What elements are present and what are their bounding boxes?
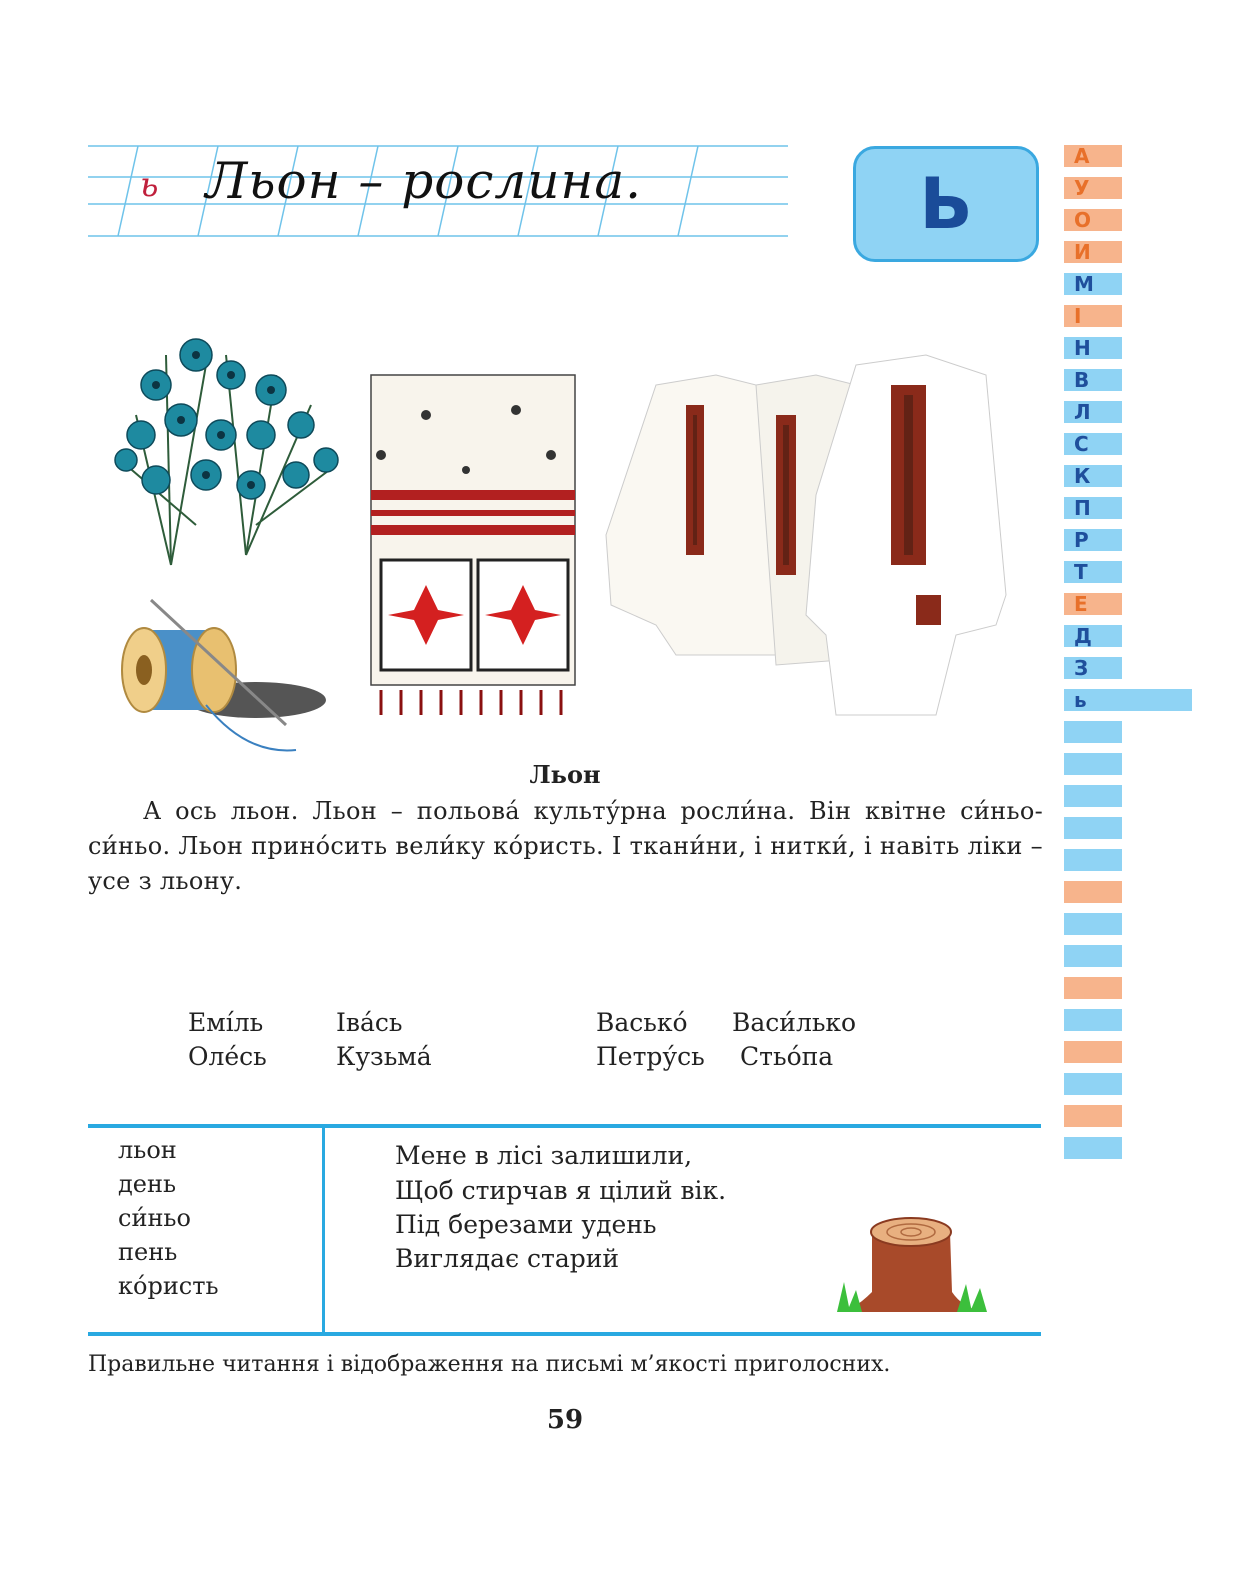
riddle-line: Щоб стирчав я цілий вік. <box>395 1176 727 1205</box>
alphabet-letter: Т <box>1064 561 1122 583</box>
footnote: Правильне читання і відображення на письмі м’якості приголосних. <box>88 1352 891 1377</box>
alphabet-empty-row <box>1064 977 1122 999</box>
alphabet-letter: П <box>1064 497 1122 519</box>
embroidered-shirts-image <box>606 355 1006 715</box>
name-item: Кузьма́ <box>336 1042 432 1071</box>
word-item: си́ньо <box>118 1204 191 1232</box>
alphabet-empty-row <box>1064 1105 1122 1127</box>
alphabet-letter: О <box>1064 209 1122 231</box>
illustrations <box>96 295 1034 765</box>
riddle-line: Мене в лісі залишили, <box>395 1141 693 1170</box>
alphabet-letter: Е <box>1064 593 1122 615</box>
alphabet-empty-row <box>1064 881 1122 903</box>
text-title: Льон <box>529 760 601 789</box>
word-item: льон <box>118 1136 177 1164</box>
column-divider <box>322 1128 325 1334</box>
word-item: день <box>118 1170 177 1198</box>
alphabet-empty-row <box>1064 1073 1122 1095</box>
alphabet-letter: З <box>1064 657 1122 679</box>
alphabet-empty-row <box>1064 817 1122 839</box>
alphabet-empty-row <box>1064 1041 1122 1063</box>
riddle-line: Виглядає старий <box>395 1244 620 1273</box>
top-divider <box>88 1124 1041 1128</box>
word-item: пень <box>118 1238 178 1266</box>
alphabet-letter: И <box>1064 241 1122 263</box>
reading-paragraph: А ось льон. Льон – польова́ культу́рна росли́на. Він квітне си́ньо-си́ньо. Льон прино́сить вели́ку ко́ристь. І ткани́ни, і нитки́, і навіть ліки – усе з льону. <box>88 797 1043 895</box>
alphabet-empty-row <box>1064 913 1122 935</box>
alphabet-letter: І <box>1064 305 1122 327</box>
alphabet-empty-row <box>1064 1009 1122 1031</box>
letter-card <box>853 146 1039 262</box>
alphabet-letter: Н <box>1064 337 1122 359</box>
alphabet-empty-row <box>1064 849 1122 871</box>
bottom-divider <box>88 1332 1041 1336</box>
thread-spool-image <box>122 600 326 750</box>
alphabet-letter: М <box>1064 273 1122 295</box>
alphabet-empty-row <box>1064 721 1122 743</box>
name-item: Емі́ль <box>188 1008 264 1037</box>
alphabet-letter: К <box>1064 465 1122 487</box>
name-item: Васи́лько <box>732 1008 857 1037</box>
name-item: Васько́ <box>596 1008 688 1037</box>
flax-plant-image <box>115 339 338 565</box>
letter-card-letter: Ь <box>919 163 973 245</box>
alphabet-empty-row <box>1064 945 1122 967</box>
embroidered-towel-image <box>371 375 575 715</box>
alphabet-letter: У <box>1064 177 1122 199</box>
alphabet-letter: А <box>1064 145 1122 167</box>
name-item: Іва́сь <box>336 1008 403 1037</box>
name-item: Оле́сь <box>188 1042 267 1071</box>
alphabet-letter: Р <box>1064 529 1122 551</box>
alphabet-letter: Д <box>1064 625 1122 647</box>
handwriting-sample <box>140 152 642 210</box>
page-number: 59 <box>546 1405 584 1435</box>
alphabet-letter: В <box>1064 369 1122 391</box>
word-item: ко́ристь <box>118 1272 219 1300</box>
alphabet-empty-row <box>1064 1137 1122 1159</box>
tree-stump-image <box>832 1212 992 1322</box>
alphabet-letter: С <box>1064 433 1122 455</box>
alphabet-letter: Л <box>1064 401 1122 423</box>
handwriting-letter: ь <box>140 165 160 205</box>
handwriting-text: Льон – рослина. <box>205 152 643 210</box>
alphabet-letter: ь <box>1064 689 1192 711</box>
riddle-line: Під березами удень <box>395 1210 657 1239</box>
name-item: Стьо́па <box>740 1042 834 1071</box>
name-item: Петру́сь <box>596 1042 705 1071</box>
